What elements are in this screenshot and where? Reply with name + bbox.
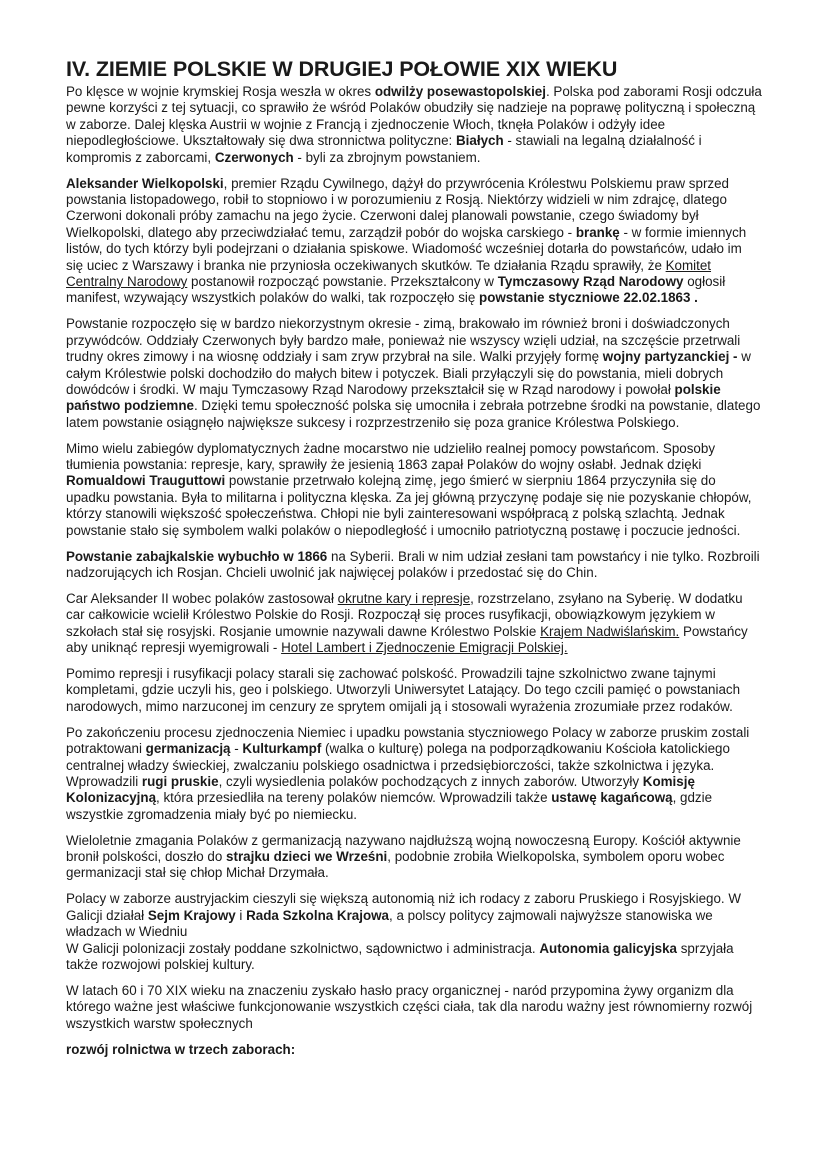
text-run: , która przesiedliła na tereny polaków niemców. Wprowadzili także bbox=[156, 790, 552, 806]
bold-text: Kulturkampf bbox=[242, 741, 322, 757]
text-run: - stawiali na legalną działalność i kompromis z zaborcami, bbox=[66, 133, 702, 165]
text-run: ogłosił manifest, wzywający wszystkich polaków do walki, tak rozpoczęło się bbox=[66, 273, 726, 306]
bold-text: Tymczasowy Rząd Narodowy bbox=[497, 273, 684, 289]
bold-text: Czerwonych bbox=[214, 149, 294, 165]
text-run: , premier Rządu Cywilnego, dążył do przywrócenia Królestwu Polskiemu praw sprzed powstania listopadowego, robił to stopniowo i w porozumieniu z Rosją. Niektórzy widzieli w nim zdrajcę, dlatego Czerwoni dokonali próby zamachu na jego życie. Czerwoni dalej planowali powstanie, czego świadomy był Wielkopolski, dlatego aby przeciwdziałać temu, zarządził pobór do wojska carskiego - bbox=[66, 175, 729, 240]
text-run: Po zakończeniu procesu zjednoczenia Niemiec i upadku powstania styczniowego Polacy w zaborze pruskim zostali potraktowani bbox=[66, 724, 750, 757]
text-run: , podobnie zrobiła Wielkopolska, symbolem oporu wobec germanizacji stał się chłop Michał Drzymała. bbox=[66, 849, 725, 881]
document-body bbox=[66, 84, 762, 1058]
bold-text: Autonomia galicyjska bbox=[539, 940, 678, 956]
text-run: postanowił rozpocząć powstanie. Przekształcony w bbox=[187, 273, 498, 289]
bold-text: Aleksander Wielkopolski bbox=[66, 175, 224, 191]
text-run: - byli za zbrojnym powstaniem. bbox=[293, 149, 481, 165]
bold-text: strajku dzieci we Wrześni bbox=[226, 849, 388, 865]
text-run: Pomimo represji i rusyfikacji polacy starali się zachować polskość. Prowadzili tajne szkolnictwo zwane tajnymi kompletami, gdzie uczyli his, geo i polskiego. Utworzyli Uniwersytet Latający. Do tego czcili pamięć o powstaniach narodowych, mimo narzuconej im cenzury ze sprytem omijali ją i stosowali wyrażenia zrozumiałe przez rodaków. bbox=[66, 666, 741, 714]
text-run: . Polska pod zaborami Rosji odczuła pewne korzyści z tej sytuacji, co sprawiło że wśród Polaków obudziły się nadzieje na poprawę polityczną i społeczną w zaborze. Dalej klęska Austrii w wojnie z Francją i zjednoczenie Włoch, tknęła Polaków i odżyły idee niepodległościowe. Ukształtowały się dwa stronnictwa polityczne: bbox=[66, 84, 762, 149]
bold-text: Komisję Kolonizacyjną bbox=[66, 773, 695, 806]
underlined-text: Krajem Nadwiślańskim. bbox=[540, 623, 680, 639]
bold-text: brankę bbox=[575, 224, 620, 240]
paragraph bbox=[66, 725, 762, 823]
paragraph bbox=[66, 983, 762, 1032]
text-run: - bbox=[230, 741, 243, 757]
text-run: Powstanie rozpoczęło się w bardzo niekorzystnym okresie - zimą, brakowało im również broni i doświadczonych przywódców. Oddziały Czerwonych były bardzo małe, ponieważ nie wszyscy wzięli udział, na szczęście przetrwali trudny okres zimowy i na wiosnę oddziały i sam zryw przybrał na sile. Walki przyjęły formę bbox=[66, 316, 741, 365]
bold-text: Romualdowi Trauguttowi bbox=[66, 473, 226, 489]
paragraph bbox=[66, 84, 762, 166]
bold-text: wojny partyzanckiej - bbox=[602, 349, 738, 365]
paragraph bbox=[66, 591, 762, 657]
bold-text: rugi pruskie bbox=[141, 773, 219, 789]
paragraph bbox=[66, 316, 762, 431]
text-run: Wieloletnie zmagania Polaków z germanizacją nazywano najdłuższą wojną nowoczesną Europy. Kościół aktywnie bronił polskości, doszło do bbox=[66, 832, 741, 865]
text-run: i bbox=[235, 907, 247, 923]
text-run: Mimo wielu zabiegów dyplomatycznych żadne mocarstwo nie udzieliło realnej pomocy powstańcom. Sposoby tłumienia powstania: represje, kary, sprawiły że jesienią 1863 zapał Polaków do wojny osłabł. Jednak dzięki bbox=[66, 440, 716, 473]
bold-text: Białych bbox=[456, 133, 504, 149]
bold-text: ustawę kagańcową bbox=[551, 790, 673, 806]
bold-text: Powstanie zabajkalskie wybuchło w 1866 bbox=[66, 548, 328, 564]
text-run: . Dzięki temu społeczność polska się umocniła i zebrała potrzebne środki na powstanie, dlatego latem powstanie osiągnęło największe sukcesy i rozprzestrzeniło się poza granice Królestwa Polskiego. bbox=[66, 398, 761, 430]
text-run: na Syberii. Brali w nim udział zesłani tam powstańcy i nie tylko. Rozbroili nadzorujących ich Rosjan. Chcieli uwolnić jak najwięcej polaków i przedostać się do Chin. bbox=[66, 548, 760, 580]
underlined-text: okrutne kary i represje bbox=[337, 590, 471, 606]
paragraph bbox=[66, 666, 762, 715]
text-run: Powstańcy aby uniknąć represji wyemigrowali - bbox=[66, 623, 748, 656]
bold-text: polskie państwo podziemne bbox=[66, 381, 721, 414]
text-run: Polacy w zaborze austryjackim cieszyli się większą autonomią niż ich rodacy z zaboru Pruskiego i Rosyjskiego. W Galicji działał bbox=[66, 891, 741, 923]
text-run: sprzyjała także rozwojowi polskiej kultury. bbox=[66, 940, 734, 972]
text-run: Po klęsce w wojnie krymskiej Rosja weszła w okres bbox=[66, 84, 375, 99]
text-run: W Galicji polonizacji zostały poddane szkolnictwo, sądownictwo i administracja. bbox=[66, 940, 540, 956]
underlined-text: Hotel Lambert i Zjednoczenie Emigracji Polskiej. bbox=[281, 640, 568, 656]
text-run: - w formie imiennych listów, do tych którzy byli podejrzani o działania spiskowe. Wiadomość wcześniej dotarła do powstańców, udało im się uciec z Warszawy i branka nie przyniosła oczekiwanych skutków. Te działania Rządu sprawiły, że bbox=[66, 224, 747, 273]
page-title: IV. ZIEMIE POLSKIE W DRUGIEJ POŁOWIE XIX WIEKU bbox=[66, 57, 618, 81]
bold-text: germanizacją bbox=[145, 741, 231, 757]
bold-text: Sejm Krajowy bbox=[147, 907, 236, 923]
paragraph bbox=[66, 1042, 762, 1058]
bold-text: Rada Szkolna Krajowa bbox=[246, 907, 390, 923]
text-run: W latach 60 i 70 XIX wieku na znaczeniu zyskało hasło pracy organicznej - naród przypomina żywy organizm dla którego ważne jest właściwe funkcjonowanie wszystkich części ciała, tak dla narodu ważny jest równomierny rozwój wszystkich warstw społecznych bbox=[66, 982, 753, 1031]
text-run: Car Aleksander II wobec polaków zastosował bbox=[66, 590, 338, 606]
text-run: , rozstrzelano, zsyłano na Syberię. W dodatku car całkowicie wcielił Królestwo Polskie do Rosji. Rozpoczął się proces rusyfikacji, obowiązkowym językiem w szkołach stał się rosyjski. Rosjanie umownie nazywali dawne Królestwo Polskie bbox=[66, 590, 743, 639]
bold-text: rozwój rolnictwa w trzech zaborach: bbox=[66, 1041, 296, 1057]
bold-text: odwilży posewastopolskiej bbox=[374, 84, 546, 99]
bold-text: powstanie styczniowe 22.02.1863 . bbox=[479, 290, 698, 306]
text-run: w całym Królestwie polski dochodziło do małych bitew i potyczek. Biali przyłączyli się do powstania, mieli dobrych dowódców i środki. W maju Tymczasowy Rząd Narodowy przekształcił się w Rząd narodowy i powołał bbox=[66, 349, 751, 397]
text-run: , gdzie wszystkie zgromadzenia miały być po niemiecku. bbox=[66, 790, 713, 822]
paragraph bbox=[66, 549, 762, 582]
text-run: (walka o kulturę) polega na podporządkowaniu Kościoła katolickiego centralnej władzy świeckiej, zwalczaniu polskiego osadnictwa i przedsiębiorczości, także szkolnictwa i języka. Wprowadzili bbox=[66, 741, 730, 789]
paragraph bbox=[66, 833, 762, 882]
text-run: , a polscy politycy zajmowali najwyższe stanowiska we władzach w Wiedniu bbox=[66, 907, 713, 940]
paragraph bbox=[66, 891, 762, 973]
paragraph bbox=[66, 441, 762, 539]
text-run: powstanie przetrwało kolejną zimę, jego śmierć w sierpniu 1864 przyczyniła się do upadku powstania. Była to militarna i polityczna klęska. Za jej główną przyczynę podaje się nie pozyskanie chłopów, którzy stanowili większość społeczeństwa. Chłopi nie byli zainteresowani współpracą z polską szlachtą. Jednak powstanie stało się symbolem walki polaków o niepodległość i umocniło patriotyczną postawę i poczucie jedności. bbox=[66, 473, 752, 538]
paragraph bbox=[66, 176, 762, 307]
text-run: , czyli wysiedlenia polaków pochodzących z innych zaborów. Utworzyły bbox=[218, 773, 643, 789]
underlined-text: Komitet Centralny Narodowy bbox=[66, 257, 712, 289]
